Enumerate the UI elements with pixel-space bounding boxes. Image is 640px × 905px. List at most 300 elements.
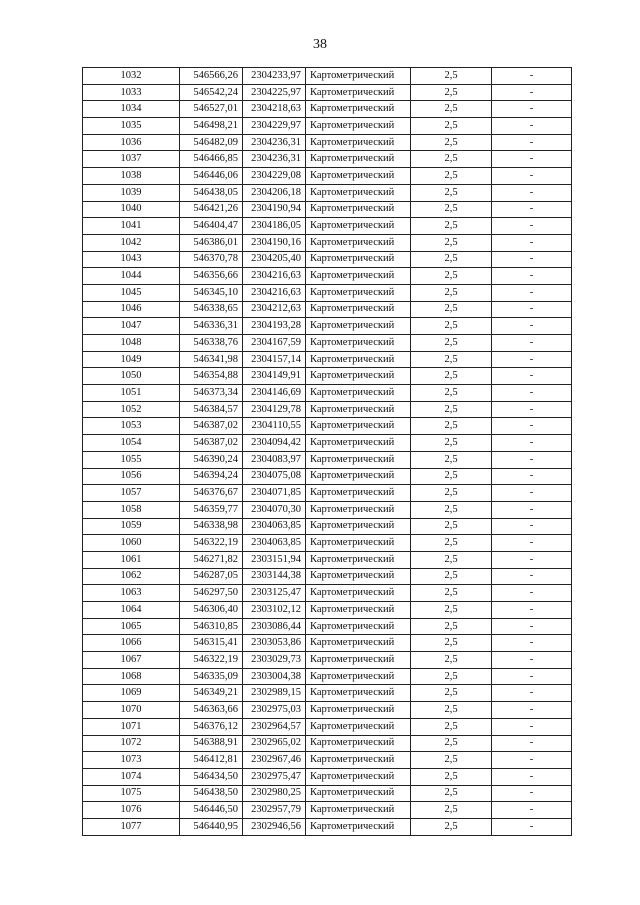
accuracy-cell: 2,5 xyxy=(411,618,492,635)
x-coordinate-cell: 546446,50 xyxy=(180,802,243,819)
method-cell: Картометрический xyxy=(306,268,411,285)
x-coordinate-cell: 546376,67 xyxy=(180,485,243,502)
x-coordinate-cell: 546335,09 xyxy=(180,668,243,685)
accuracy-cell: 2,5 xyxy=(411,168,492,185)
point-number-cell: 1034 xyxy=(83,101,180,118)
point-number-cell: 1063 xyxy=(83,585,180,602)
table-row xyxy=(83,668,572,685)
table-row xyxy=(83,201,572,218)
accuracy-cell: 2,5 xyxy=(411,768,492,785)
x-coordinate-cell: 546338,65 xyxy=(180,301,243,318)
point-number-cell: 1066 xyxy=(83,635,180,652)
accuracy-cell: 2,5 xyxy=(411,818,492,835)
y-coordinate-cell: 2302957,79 xyxy=(243,802,306,819)
method-cell: Картометрический xyxy=(306,685,411,702)
table-row xyxy=(83,101,572,118)
table-row xyxy=(83,602,572,619)
description-cell: - xyxy=(492,118,572,135)
y-coordinate-cell: 2304233,97 xyxy=(243,68,306,85)
table-row xyxy=(83,485,572,502)
table-row xyxy=(83,585,572,602)
point-number-cell: 1072 xyxy=(83,735,180,752)
y-coordinate-cell: 2303144,38 xyxy=(243,568,306,585)
description-cell: - xyxy=(492,668,572,685)
x-coordinate-cell: 546315,41 xyxy=(180,635,243,652)
y-coordinate-cell: 2304229,08 xyxy=(243,168,306,185)
description-cell: - xyxy=(492,518,572,535)
table-row xyxy=(83,68,572,85)
accuracy-cell: 2,5 xyxy=(411,535,492,552)
y-coordinate-cell: 2304063,85 xyxy=(243,535,306,552)
accuracy-cell: 2,5 xyxy=(411,368,492,385)
accuracy-cell: 2,5 xyxy=(411,151,492,168)
x-coordinate-cell: 546566,26 xyxy=(180,68,243,85)
method-cell: Картометрический xyxy=(306,652,411,669)
description-cell: - xyxy=(492,685,572,702)
method-cell: Картометрический xyxy=(306,702,411,719)
table-row xyxy=(83,335,572,352)
y-coordinate-cell: 2302967,46 xyxy=(243,752,306,769)
description-cell: - xyxy=(492,151,572,168)
y-coordinate-cell: 2304236,31 xyxy=(243,151,306,168)
table-row xyxy=(83,568,572,585)
x-coordinate-cell: 546341,98 xyxy=(180,351,243,368)
description-cell: - xyxy=(492,351,572,368)
y-coordinate-cell: 2304225,97 xyxy=(243,84,306,101)
accuracy-cell: 2,5 xyxy=(411,551,492,568)
accuracy-cell: 2,5 xyxy=(411,652,492,669)
accuracy-cell: 2,5 xyxy=(411,685,492,702)
x-coordinate-cell: 546466,85 xyxy=(180,151,243,168)
table-row xyxy=(83,268,572,285)
point-number-cell: 1059 xyxy=(83,518,180,535)
description-cell: - xyxy=(492,134,572,151)
accuracy-cell: 2,5 xyxy=(411,735,492,752)
accuracy-cell: 2,5 xyxy=(411,752,492,769)
description-cell: - xyxy=(492,451,572,468)
description-cell: - xyxy=(492,218,572,235)
point-number-cell: 1060 xyxy=(83,535,180,552)
method-cell: Картометрический xyxy=(306,218,411,235)
table-row xyxy=(83,118,572,135)
x-coordinate-cell: 546527,01 xyxy=(180,101,243,118)
accuracy-cell: 2,5 xyxy=(411,668,492,685)
x-coordinate-cell: 546338,98 xyxy=(180,518,243,535)
method-cell: Картометрический xyxy=(306,518,411,535)
table-row xyxy=(83,451,572,468)
accuracy-cell: 2,5 xyxy=(411,451,492,468)
point-number-cell: 1047 xyxy=(83,318,180,335)
point-number-cell: 1044 xyxy=(83,268,180,285)
y-coordinate-cell: 2304216,63 xyxy=(243,268,306,285)
y-coordinate-cell: 2302989,15 xyxy=(243,685,306,702)
x-coordinate-cell: 546387,02 xyxy=(180,435,243,452)
accuracy-cell: 2,5 xyxy=(411,234,492,251)
accuracy-cell: 2,5 xyxy=(411,435,492,452)
y-coordinate-cell: 2304190,94 xyxy=(243,201,306,218)
x-coordinate-cell: 546354,88 xyxy=(180,368,243,385)
method-cell: Картометрический xyxy=(306,284,411,301)
table-row xyxy=(83,134,572,151)
point-number-cell: 1076 xyxy=(83,802,180,819)
y-coordinate-cell: 2304075,08 xyxy=(243,468,306,485)
method-cell: Картометрический xyxy=(306,585,411,602)
x-coordinate-cell: 546349,21 xyxy=(180,685,243,702)
x-coordinate-cell: 546434,50 xyxy=(180,768,243,785)
accuracy-cell: 2,5 xyxy=(411,84,492,101)
point-number-cell: 1070 xyxy=(83,702,180,719)
point-number-cell: 1038 xyxy=(83,168,180,185)
accuracy-cell: 2,5 xyxy=(411,718,492,735)
x-coordinate-cell: 546404,47 xyxy=(180,218,243,235)
y-coordinate-cell: 2303053,86 xyxy=(243,635,306,652)
table-row xyxy=(83,535,572,552)
description-cell: - xyxy=(492,318,572,335)
description-cell: - xyxy=(492,234,572,251)
description-cell: - xyxy=(492,201,572,218)
y-coordinate-cell: 2304190,16 xyxy=(243,234,306,251)
point-number-cell: 1045 xyxy=(83,284,180,301)
point-number-cell: 1074 xyxy=(83,768,180,785)
accuracy-cell: 2,5 xyxy=(411,501,492,518)
description-cell: - xyxy=(492,501,572,518)
point-number-cell: 1077 xyxy=(83,818,180,835)
y-coordinate-cell: 2303004,38 xyxy=(243,668,306,685)
y-coordinate-cell: 2303151,94 xyxy=(243,551,306,568)
table-row xyxy=(83,752,572,769)
table-row xyxy=(83,84,572,101)
table-row xyxy=(83,501,572,518)
description-cell: - xyxy=(492,301,572,318)
y-coordinate-cell: 2304218,63 xyxy=(243,101,306,118)
description-cell: - xyxy=(492,602,572,619)
y-coordinate-cell: 2302964,57 xyxy=(243,718,306,735)
method-cell: Картометрический xyxy=(306,101,411,118)
point-number-cell: 1048 xyxy=(83,335,180,352)
accuracy-cell: 2,5 xyxy=(411,485,492,502)
method-cell: Картометрический xyxy=(306,251,411,268)
accuracy-cell: 2,5 xyxy=(411,602,492,619)
y-coordinate-cell: 2304157,14 xyxy=(243,351,306,368)
table-row xyxy=(83,151,572,168)
table-row xyxy=(83,401,572,418)
description-cell: - xyxy=(492,568,572,585)
x-coordinate-cell: 546386,01 xyxy=(180,234,243,251)
table-row xyxy=(83,702,572,719)
x-coordinate-cell: 546446,06 xyxy=(180,168,243,185)
method-cell: Картометрический xyxy=(306,301,411,318)
point-number-cell: 1061 xyxy=(83,551,180,568)
point-number-cell: 1035 xyxy=(83,118,180,135)
method-cell: Картометрический xyxy=(306,418,411,435)
y-coordinate-cell: 2302965,02 xyxy=(243,735,306,752)
description-cell: - xyxy=(492,768,572,785)
y-coordinate-cell: 2304110,55 xyxy=(243,418,306,435)
description-cell: - xyxy=(492,435,572,452)
x-coordinate-cell: 546322,19 xyxy=(180,535,243,552)
x-coordinate-cell: 546363,66 xyxy=(180,702,243,719)
accuracy-cell: 2,5 xyxy=(411,134,492,151)
table-row xyxy=(83,652,572,669)
description-cell: - xyxy=(492,101,572,118)
accuracy-cell: 2,5 xyxy=(411,268,492,285)
table-row xyxy=(83,301,572,318)
x-coordinate-cell: 546412,81 xyxy=(180,752,243,769)
point-number-cell: 1054 xyxy=(83,435,180,452)
accuracy-cell: 2,5 xyxy=(411,785,492,802)
table-row xyxy=(83,785,572,802)
method-cell: Картометрический xyxy=(306,485,411,502)
point-number-cell: 1041 xyxy=(83,218,180,235)
point-number-cell: 1073 xyxy=(83,752,180,769)
method-cell: Картометрический xyxy=(306,184,411,201)
point-number-cell: 1068 xyxy=(83,668,180,685)
method-cell: Картометрический xyxy=(306,134,411,151)
point-number-cell: 1051 xyxy=(83,385,180,402)
accuracy-cell: 2,5 xyxy=(411,218,492,235)
method-cell: Картометрический xyxy=(306,501,411,518)
x-coordinate-cell: 546438,05 xyxy=(180,184,243,201)
point-number-cell: 1069 xyxy=(83,685,180,702)
accuracy-cell: 2,5 xyxy=(411,585,492,602)
table-row xyxy=(83,351,572,368)
x-coordinate-cell: 546359,77 xyxy=(180,501,243,518)
method-cell: Картометрический xyxy=(306,435,411,452)
accuracy-cell: 2,5 xyxy=(411,118,492,135)
x-coordinate-cell: 546440,95 xyxy=(180,818,243,835)
table-row xyxy=(83,385,572,402)
table-row xyxy=(83,818,572,835)
description-cell: - xyxy=(492,401,572,418)
method-cell: Картометрический xyxy=(306,551,411,568)
x-coordinate-cell: 546271,82 xyxy=(180,551,243,568)
description-cell: - xyxy=(492,818,572,835)
table-row xyxy=(83,802,572,819)
x-coordinate-cell: 546376,12 xyxy=(180,718,243,735)
point-number-cell: 1043 xyxy=(83,251,180,268)
description-cell: - xyxy=(492,268,572,285)
point-number-cell: 1036 xyxy=(83,134,180,151)
x-coordinate-cell: 546390,24 xyxy=(180,451,243,468)
point-number-cell: 1057 xyxy=(83,485,180,502)
y-coordinate-cell: 2302946,56 xyxy=(243,818,306,835)
description-cell: - xyxy=(492,585,572,602)
x-coordinate-cell: 546370,78 xyxy=(180,251,243,268)
y-coordinate-cell: 2304070,30 xyxy=(243,501,306,518)
accuracy-cell: 2,5 xyxy=(411,201,492,218)
table-row xyxy=(83,518,572,535)
x-coordinate-cell: 546373,34 xyxy=(180,385,243,402)
method-cell: Картометрический xyxy=(306,335,411,352)
accuracy-cell: 2,5 xyxy=(411,68,492,85)
x-coordinate-cell: 546345,10 xyxy=(180,284,243,301)
table-row xyxy=(83,718,572,735)
table-row xyxy=(83,735,572,752)
y-coordinate-cell: 2304146,69 xyxy=(243,385,306,402)
point-number-cell: 1067 xyxy=(83,652,180,669)
description-cell: - xyxy=(492,184,572,201)
method-cell: Картометрический xyxy=(306,735,411,752)
accuracy-cell: 2,5 xyxy=(411,351,492,368)
method-cell: Картометрический xyxy=(306,84,411,101)
method-cell: Картометрический xyxy=(306,718,411,735)
point-number-cell: 1064 xyxy=(83,602,180,619)
accuracy-cell: 2,5 xyxy=(411,335,492,352)
y-coordinate-cell: 2303102,12 xyxy=(243,602,306,619)
description-cell: - xyxy=(492,284,572,301)
point-number-cell: 1046 xyxy=(83,301,180,318)
description-cell: - xyxy=(492,718,572,735)
description-cell: - xyxy=(492,702,572,719)
point-number-cell: 1055 xyxy=(83,451,180,468)
table-row xyxy=(83,618,572,635)
x-coordinate-cell: 546542,24 xyxy=(180,84,243,101)
method-cell: Картометрический xyxy=(306,768,411,785)
method-cell: Картометрический xyxy=(306,451,411,468)
y-coordinate-cell: 2303086,44 xyxy=(243,618,306,635)
y-coordinate-cell: 2304149,91 xyxy=(243,368,306,385)
description-cell: - xyxy=(492,535,572,552)
description-cell: - xyxy=(492,168,572,185)
description-cell: - xyxy=(492,652,572,669)
table-row xyxy=(83,184,572,201)
method-cell: Картометрический xyxy=(306,668,411,685)
y-coordinate-cell: 2304229,97 xyxy=(243,118,306,135)
table-row xyxy=(83,435,572,452)
x-coordinate-cell: 546297,50 xyxy=(180,585,243,602)
accuracy-cell: 2,5 xyxy=(411,101,492,118)
x-coordinate-cell: 546482,09 xyxy=(180,134,243,151)
y-coordinate-cell: 2304193,28 xyxy=(243,318,306,335)
point-number-cell: 1033 xyxy=(83,84,180,101)
point-number-cell: 1049 xyxy=(83,351,180,368)
x-coordinate-cell: 546356,66 xyxy=(180,268,243,285)
y-coordinate-cell: 2304129,78 xyxy=(243,401,306,418)
method-cell: Картометрический xyxy=(306,568,411,585)
description-cell: - xyxy=(492,785,572,802)
description-cell: - xyxy=(492,368,572,385)
table-row xyxy=(83,234,572,251)
table-row xyxy=(83,368,572,385)
description-cell: - xyxy=(492,251,572,268)
method-cell: Картометрический xyxy=(306,68,411,85)
point-number-cell: 1040 xyxy=(83,201,180,218)
method-cell: Картометрический xyxy=(306,752,411,769)
description-cell: - xyxy=(492,485,572,502)
x-coordinate-cell: 546287,05 xyxy=(180,568,243,585)
x-coordinate-cell: 546310,85 xyxy=(180,618,243,635)
description-cell: - xyxy=(492,84,572,101)
x-coordinate-cell: 546388,91 xyxy=(180,735,243,752)
table-row xyxy=(83,251,572,268)
method-cell: Картометрический xyxy=(306,401,411,418)
accuracy-cell: 2,5 xyxy=(411,702,492,719)
method-cell: Картометрический xyxy=(306,618,411,635)
point-number-cell: 1071 xyxy=(83,718,180,735)
point-number-cell: 1039 xyxy=(83,184,180,201)
description-cell: - xyxy=(492,802,572,819)
x-coordinate-cell: 546384,57 xyxy=(180,401,243,418)
y-coordinate-cell: 2302975,03 xyxy=(243,702,306,719)
x-coordinate-cell: 546394,24 xyxy=(180,468,243,485)
description-cell: - xyxy=(492,551,572,568)
y-coordinate-cell: 2304083,97 xyxy=(243,451,306,468)
point-number-cell: 1062 xyxy=(83,568,180,585)
description-cell: - xyxy=(492,618,572,635)
coordinates-table xyxy=(82,67,572,836)
y-coordinate-cell: 2304063,85 xyxy=(243,518,306,535)
point-number-cell: 1053 xyxy=(83,418,180,435)
accuracy-cell: 2,5 xyxy=(411,401,492,418)
x-coordinate-cell: 546306,40 xyxy=(180,602,243,619)
y-coordinate-cell: 2304216,63 xyxy=(243,284,306,301)
table-row xyxy=(83,768,572,785)
method-cell: Картометрический xyxy=(306,151,411,168)
description-cell: - xyxy=(492,635,572,652)
table-row xyxy=(83,218,572,235)
table-row xyxy=(83,284,572,301)
page-number: 38 xyxy=(313,37,327,52)
point-number-cell: 1052 xyxy=(83,401,180,418)
y-coordinate-cell: 2304071,85 xyxy=(243,485,306,502)
description-cell: - xyxy=(492,385,572,402)
description-cell: - xyxy=(492,418,572,435)
table-row xyxy=(83,168,572,185)
accuracy-cell: 2,5 xyxy=(411,385,492,402)
coordinates-table-body xyxy=(83,68,572,836)
point-number-cell: 1056 xyxy=(83,468,180,485)
description-cell: - xyxy=(492,335,572,352)
method-cell: Картометрический xyxy=(306,234,411,251)
y-coordinate-cell: 2304167,59 xyxy=(243,335,306,352)
x-coordinate-cell: 546338,76 xyxy=(180,335,243,352)
y-coordinate-cell: 2304186,05 xyxy=(243,218,306,235)
description-cell: - xyxy=(492,752,572,769)
accuracy-cell: 2,5 xyxy=(411,635,492,652)
description-cell: - xyxy=(492,68,572,85)
method-cell: Картометрический xyxy=(306,602,411,619)
accuracy-cell: 2,5 xyxy=(411,301,492,318)
y-coordinate-cell: 2302975,47 xyxy=(243,768,306,785)
x-coordinate-cell: 546336,31 xyxy=(180,318,243,335)
accuracy-cell: 2,5 xyxy=(411,184,492,201)
y-coordinate-cell: 2304212,63 xyxy=(243,301,306,318)
method-cell: Картометрический xyxy=(306,785,411,802)
point-number-cell: 1037 xyxy=(83,151,180,168)
accuracy-cell: 2,5 xyxy=(411,418,492,435)
method-cell: Картометрический xyxy=(306,318,411,335)
description-cell: - xyxy=(492,735,572,752)
x-coordinate-cell: 546387,02 xyxy=(180,418,243,435)
y-coordinate-cell: 2302980,25 xyxy=(243,785,306,802)
point-number-cell: 1075 xyxy=(83,785,180,802)
accuracy-cell: 2,5 xyxy=(411,568,492,585)
table-row xyxy=(83,318,572,335)
point-number-cell: 1050 xyxy=(83,368,180,385)
method-cell: Картометрический xyxy=(306,802,411,819)
table-row xyxy=(83,468,572,485)
method-cell: Картометрический xyxy=(306,535,411,552)
y-coordinate-cell: 2304205,40 xyxy=(243,251,306,268)
x-coordinate-cell: 546438,50 xyxy=(180,785,243,802)
point-number-cell: 1042 xyxy=(83,234,180,251)
table-row xyxy=(83,685,572,702)
y-coordinate-cell: 2304206,18 xyxy=(243,184,306,201)
accuracy-cell: 2,5 xyxy=(411,802,492,819)
method-cell: Картометрический xyxy=(306,385,411,402)
y-coordinate-cell: 2304236,31 xyxy=(243,134,306,151)
table-row xyxy=(83,635,572,652)
